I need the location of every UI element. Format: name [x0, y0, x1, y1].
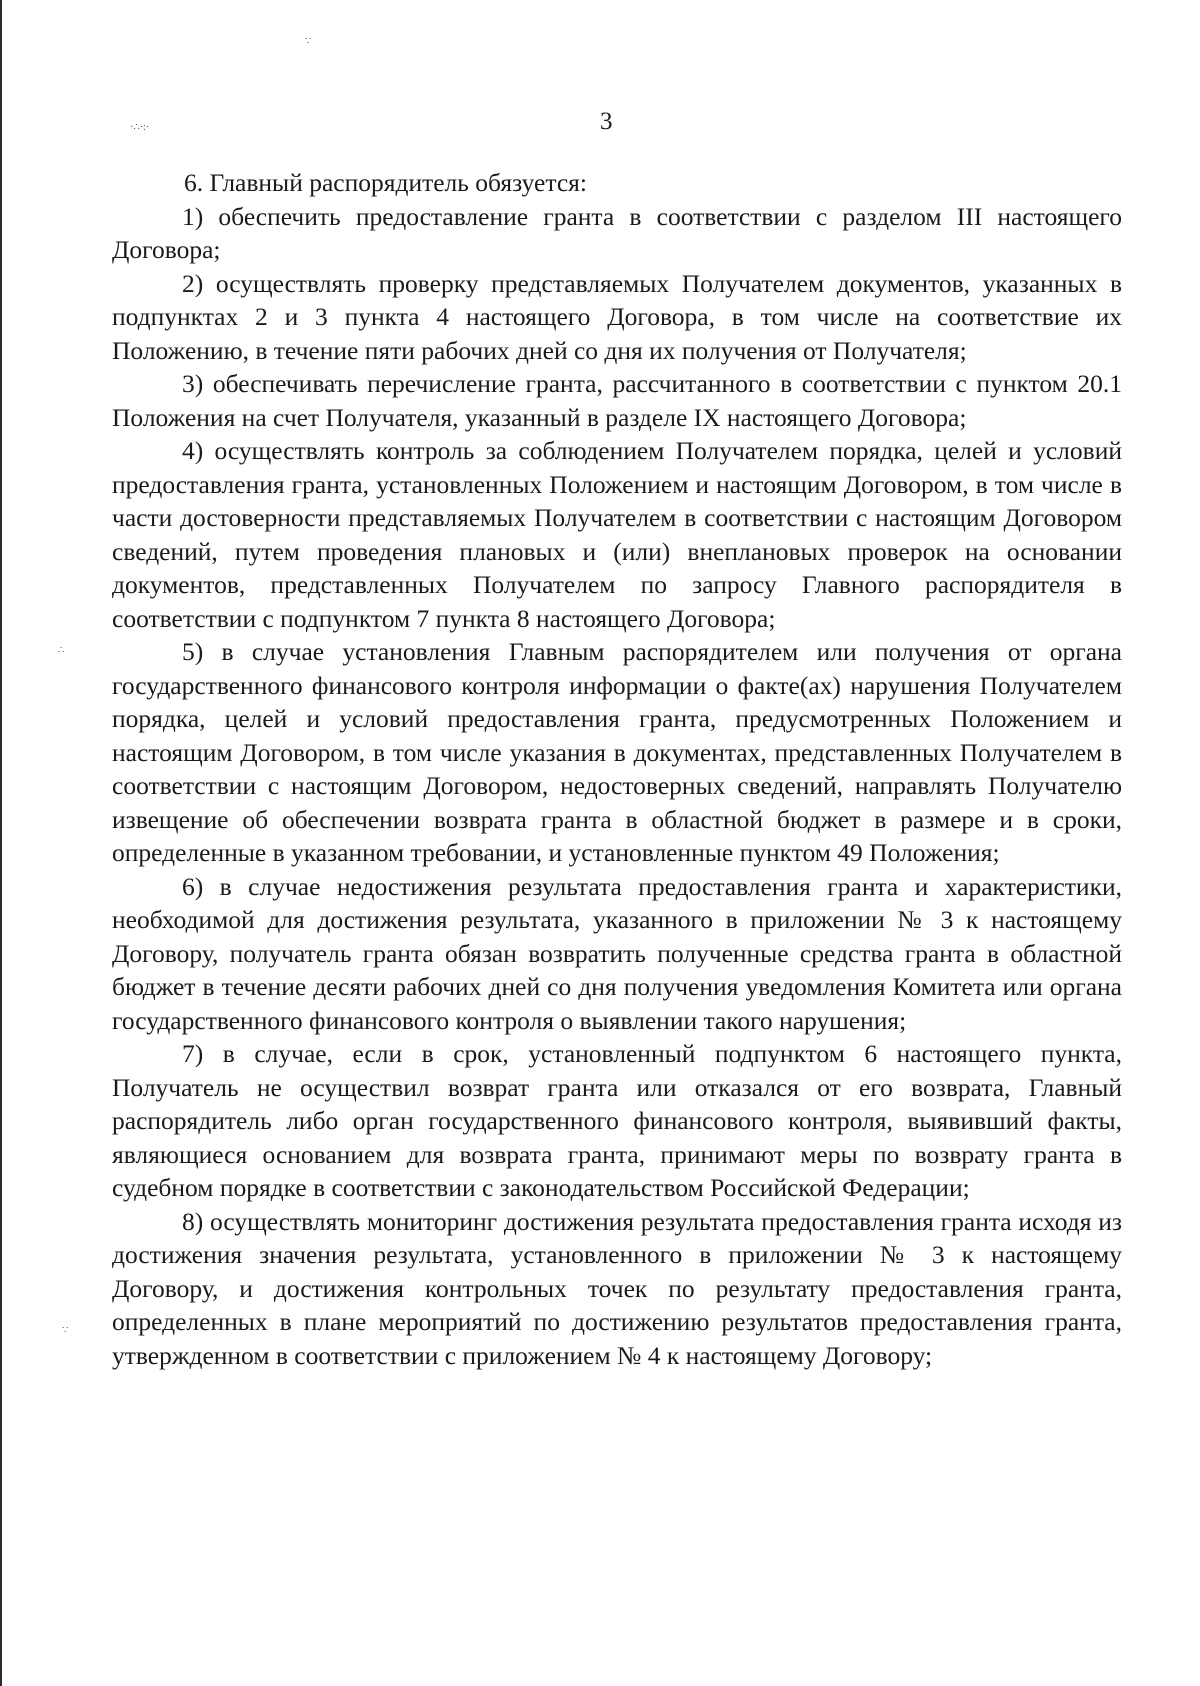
scan-noise: ∴: [58, 645, 65, 656]
clause-7: 7) в случае, если в срок, установленный подпунктом 6 настоящего пункта, Получатель не осуществил возврат гранта или отказался от его возврата, Главный распорядитель либо орган государственного финансового контроля, выявивший факты, являющиеся основанием для возврата гранта, принимают меры по возврату гранта в судебном порядке в соответствии с законодательством Российской Федерации;: [112, 1039, 1122, 1202]
document-body: [112, 166, 1122, 1372]
clause-2: 2) осуществлять проверку представляемых Получателем документов, указанных в подпунктах 2 и 3 пункта 4 настоящего Договора, в том числе на соответствие их Положению, в течение пяти рабочих дней со дня их получения от Получателя;: [112, 268, 1122, 365]
section-heading: 6. Главный распорядитель обязуется:: [184, 168, 587, 197]
clause-3: 3) обеспечивать перечисление гранта, рассчитанного в соответствии с пунктом 20.1 Положения на счет Получателя, указанный в разделе IX настоящего Договора;: [112, 369, 1122, 432]
scan-edge: [0, 0, 2, 1686]
scan-noise: ∵: [62, 1325, 69, 1336]
clause-4: 4) осуществлять контроль за соблюдением Получателем порядка, целей и условий предоставления гранта, установленных Положением и настоящим Договором, в том числе в части достоверности представляемых Получателем в соответствии с настоящим Договором сведений, путем проведения плановых и (или) внеплановых проверок на основании документов, представленных Получателем по запросу Главного распорядителя в соответствии с подпунктом 7 пункта 8 настоящего Договора;: [112, 436, 1122, 633]
page-number: 3: [600, 108, 613, 135]
clause-8: 8) осуществлять мониторинг достижения результата предоставления гранта исходя из достижения значения результата, установленного в приложении № 3 к настоящему Договору, и достижения контрольных точек по результату предоставления гранта, определенных в плане мероприятий по достижению результатов предоставления гранта, утвержденном в соответствии с приложением № 4 к настоящему Договору;: [112, 1206, 1122, 1370]
clause-1: 1) обеспечить предоставление гранта в соответствии с разделом III настоящего Договора;: [112, 201, 1122, 264]
scan-noise: ∵: [305, 36, 312, 47]
clause-5: 5) в случае установления Главным распорядителем или получения от органа государственного финансового контроля информации о факте(ах) нарушения Получателем порядка, целей и условий предоставления гранта, предусмотренных Положением и настоящим Договором, в том числе указания в документах, представленных Получателем в соответствии с настоящим Договором, недостоверных сведений, направлять Получателю извещение об обеспечении возврата гранта в областной бюджет в размере и в сроки, определенные в указанном требовании, и установленные пунктом 49 Положения;: [112, 637, 1122, 867]
scan-noise: ·∴·:·: [130, 122, 150, 133]
clause-6: 6) в случае недостижения результата предоставления гранта и характеристики, необходимой для достижения результата, указанного в приложении № 3 к настоящему Договору, получатель гранта обязан возвратить полученные средства гранта в областной бюджет в течение десяти рабочих дней со дня получения уведомления Комитета или органа государственного финансового контроля о выявлении такого нарушения;: [112, 871, 1122, 1035]
